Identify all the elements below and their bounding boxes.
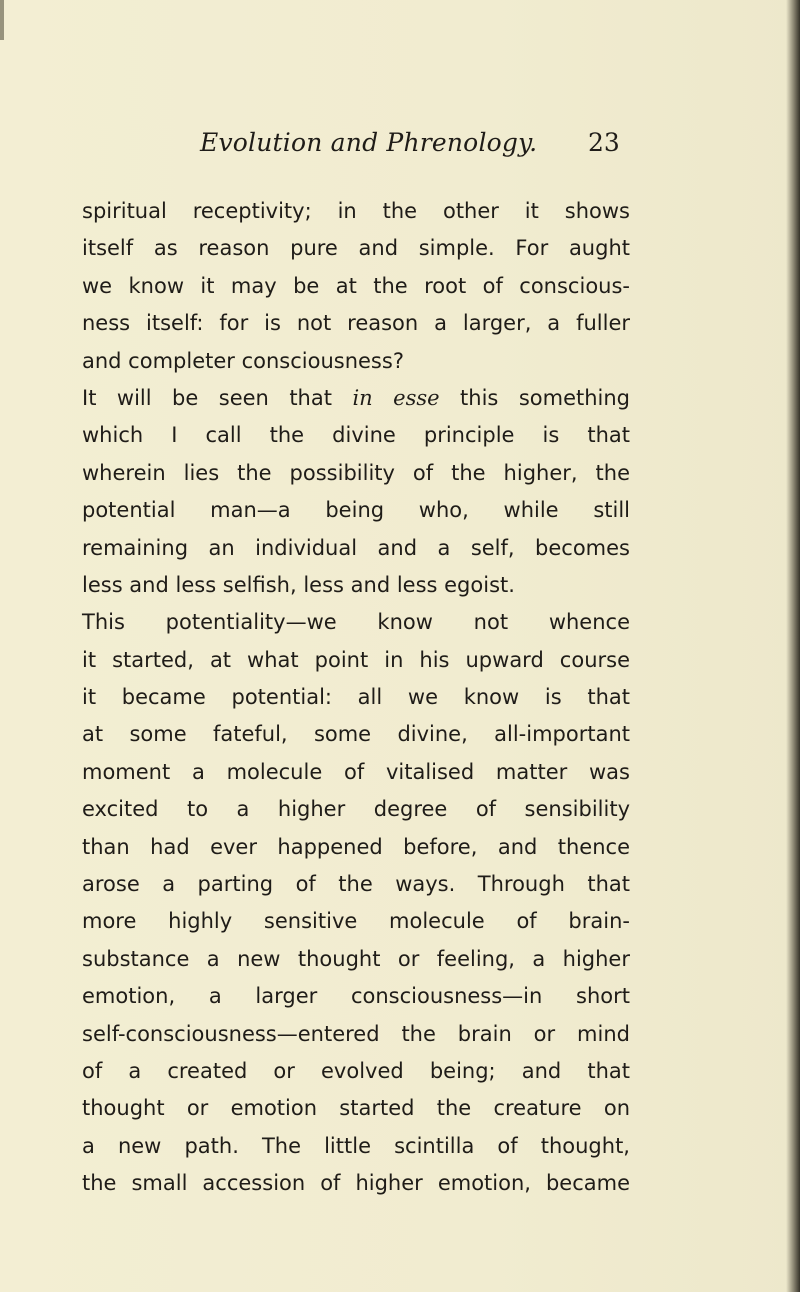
running-head-title: Evolution and Phrenology. [200, 128, 538, 157]
text-line: ness itself: for is not reason a larger, a fuller [82, 311, 630, 336]
text-line: which I call the divine principle is that [82, 423, 630, 448]
text-line: spiritual receptivity; in the other it shows [82, 199, 630, 223]
text-line: of a created or evolved being; and that [82, 1058, 630, 1083]
text-line: emotion, a larger consciousness—in short [82, 984, 630, 1009]
text-line: arose a parting of the ways. Through that [82, 872, 630, 897]
text-line: substance a new thought or feeling, a higher [82, 946, 630, 971]
text-line: moment a molecule of vitalised matter was [82, 759, 630, 784]
text-line-segment: this something [439, 385, 631, 410]
text-line [82, 380, 630, 417]
text-line: excited to a higher degree of sensibility [82, 797, 630, 822]
text-line: itself as reason pure and simple. For aught [82, 236, 630, 261]
text-line: thought or emotion started the creature on [82, 1096, 630, 1121]
text-line: a new path. The little scintilla of thought, [82, 1133, 630, 1158]
page-edge-shadow-right [786, 0, 800, 1292]
body-text [82, 193, 630, 1203]
text-line: more highly sensitive molecule of brain- [82, 909, 630, 934]
text-line: less and less selfish, less and less egoist. [82, 572, 515, 597]
text-line: This potentiality—we know not whence [82, 610, 630, 635]
text-line: wherein lies the possibility of the higher, the [82, 460, 630, 485]
text-line: we know it may be at the root of conscious- [82, 273, 630, 298]
text-line: than had ever happened before, and thence [82, 834, 630, 859]
text-line: the small accession of higher emotion, became [82, 1171, 630, 1196]
text-line: remaining an individual and a self, becomes [82, 535, 630, 560]
text-line-segment: It will be seen that [82, 385, 353, 410]
text-line: it started, at what point in his upward course [82, 647, 630, 672]
text-line: and completer consciousness? [82, 348, 404, 373]
page-edge-shadow-left [0, 0, 4, 40]
italic-phrase: in esse [352, 385, 440, 410]
page-number: 23 [588, 128, 620, 157]
text-line: it became potential: all we know is that [82, 685, 630, 710]
text-line: at some fateful, some divine, all-important [82, 722, 630, 747]
text-line: potential man—a being who, while still [82, 498, 630, 523]
running-head [0, 128, 800, 168]
text-line: self-consciousness—entered the brain or mind [82, 1021, 630, 1046]
